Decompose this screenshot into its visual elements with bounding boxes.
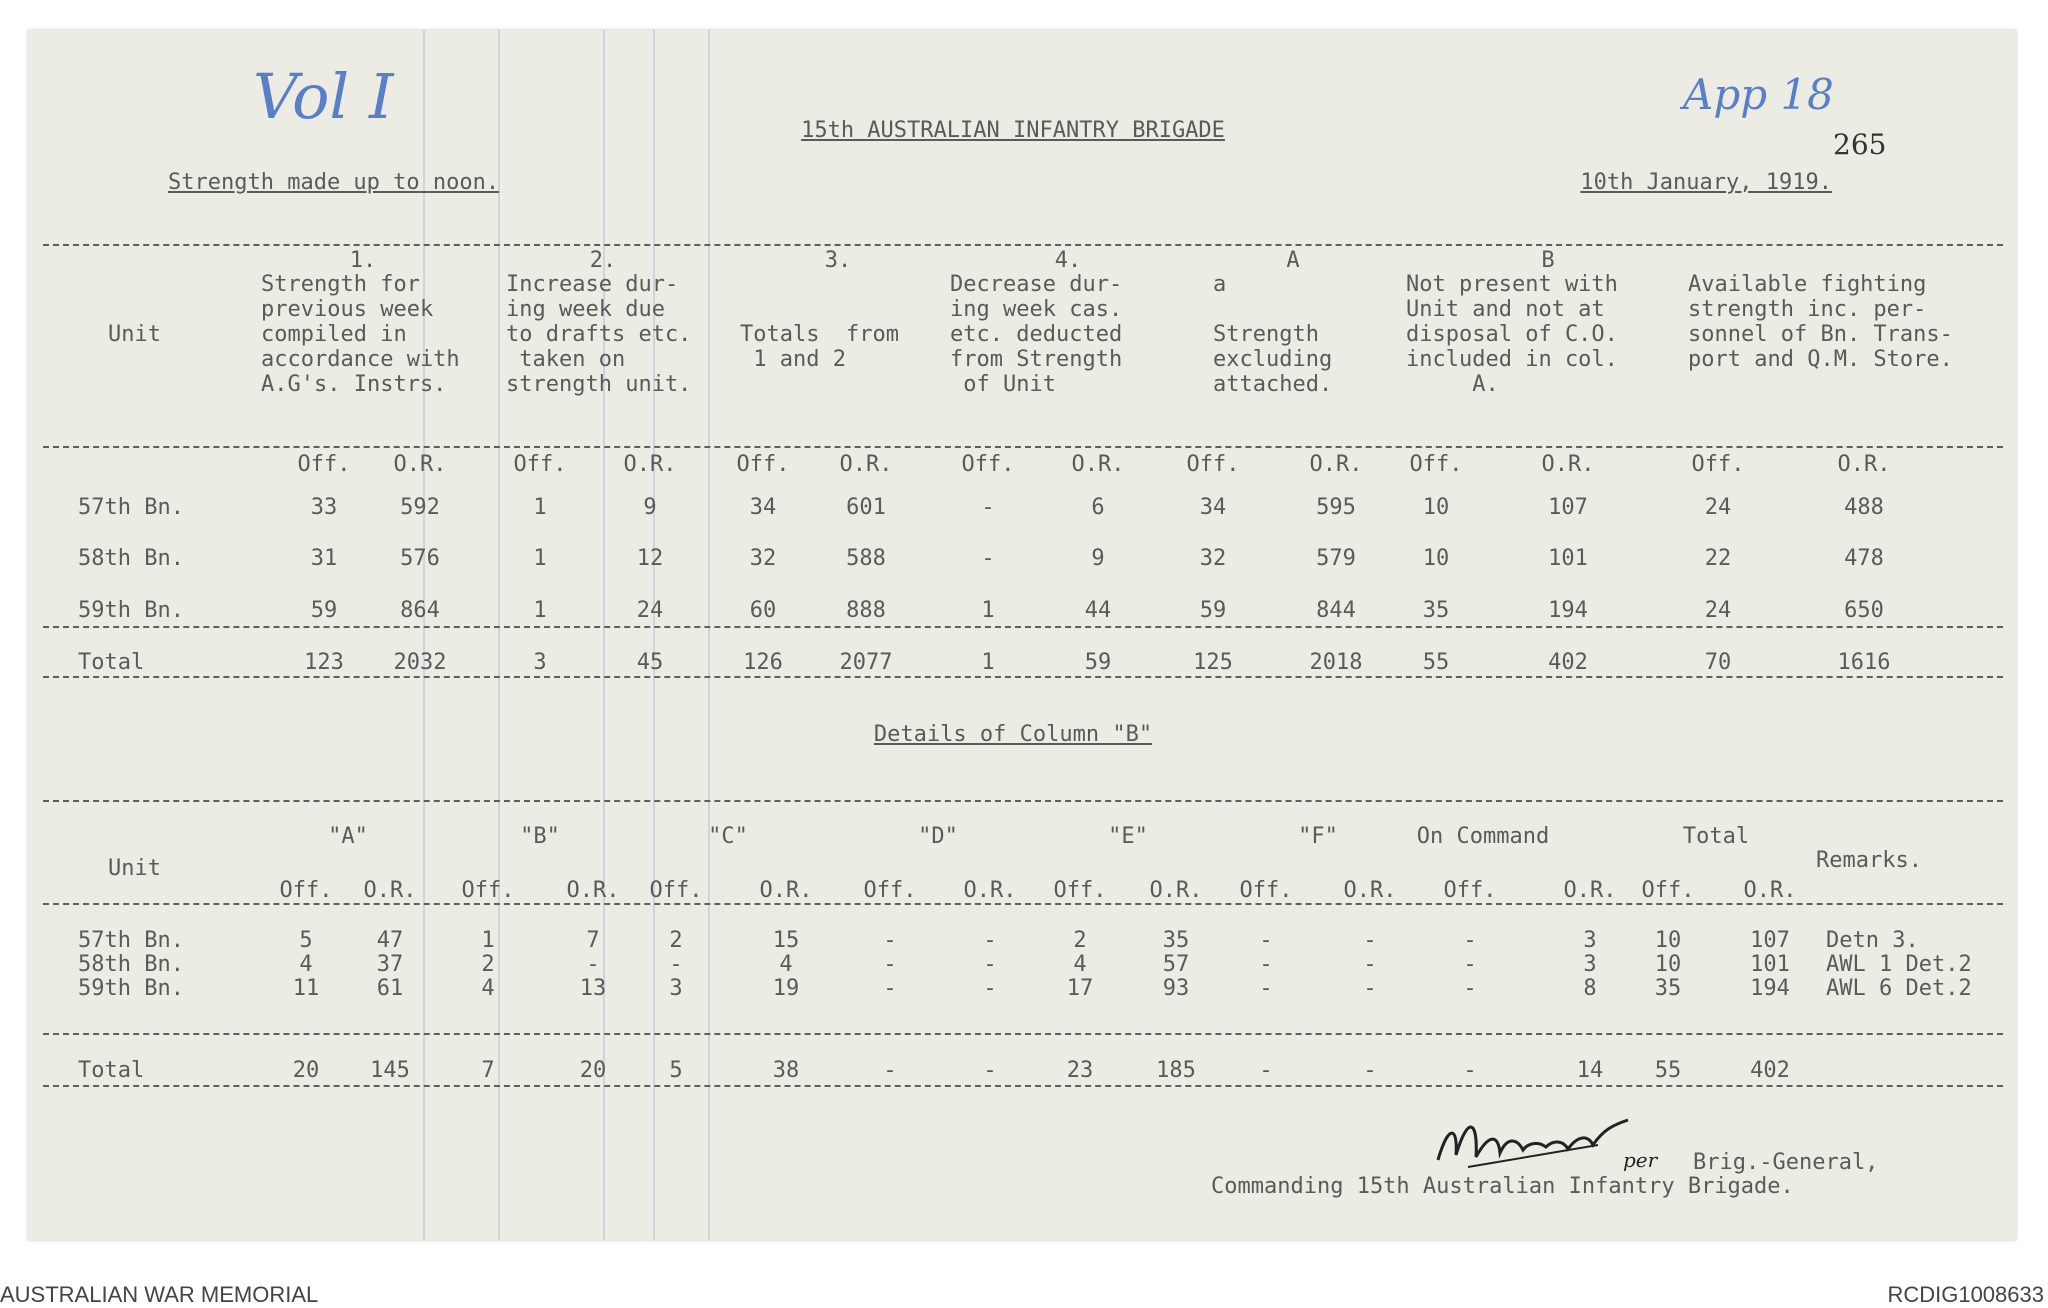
table-cell: 595 <box>1316 495 1356 520</box>
table-cell: - <box>883 976 897 1001</box>
or-label: O.R. <box>393 452 447 477</box>
total-cell: - <box>983 1058 997 1083</box>
off-label: Off. <box>1443 878 1497 903</box>
row-unit-label: 59th Bn. <box>78 598 184 623</box>
table-cell: 588 <box>846 546 886 571</box>
total-cell: 1616 <box>1837 650 1891 675</box>
table-cell: 3 <box>1583 952 1597 977</box>
signature-per: per <box>1623 1148 1658 1172</box>
total-cell: 123 <box>304 650 344 675</box>
total-cell: 402 <box>1548 650 1588 675</box>
rule <box>43 1085 2003 1087</box>
row-unit-label: 58th Bn. <box>78 546 184 571</box>
or-label: O.R. <box>1541 452 1595 477</box>
table-cell: 44 <box>1084 598 1112 623</box>
group-header: "C" <box>708 824 748 849</box>
table-cell: 4 <box>1073 952 1087 977</box>
bleed-line <box>708 30 710 1240</box>
off-label: Off. <box>461 878 515 903</box>
handwritten-signature <box>1428 1105 1648 1185</box>
table-cell: - <box>983 928 997 953</box>
total-cell: 7 <box>481 1058 495 1083</box>
table-cell: - <box>1363 928 1377 953</box>
footer-right: RCDIG1008633 <box>1887 1282 2044 1307</box>
table-cell: 32 <box>1199 546 1227 571</box>
off-label: Off. <box>279 878 333 903</box>
or-label: O.R. <box>1743 878 1797 903</box>
group-header: "A" <box>328 824 368 849</box>
table-cell: 32 <box>749 546 777 571</box>
table-cell: 6 <box>1091 495 1105 520</box>
colB-header: Not present with Unit and not at disposal of C.O. included in col. A. <box>1406 272 1618 397</box>
table-cell: 10 <box>1422 546 1450 571</box>
table-cell: 3 <box>669 976 683 1001</box>
total-cell: 2018 <box>1309 650 1363 675</box>
table-cell: 33 <box>310 495 338 520</box>
total-label: Total <box>78 650 145 675</box>
colB-number: B <box>1541 248 1555 273</box>
table-cell: 24 <box>1704 495 1732 520</box>
table-cell: - <box>1259 976 1273 1001</box>
total-cell: 126 <box>743 650 783 675</box>
table-cell: 1 <box>533 546 547 571</box>
table-cell: 10 <box>1422 495 1450 520</box>
colA-number: A <box>1286 248 1300 273</box>
unit-header-2: Unit <box>108 856 161 881</box>
bleed-line <box>423 30 425 1240</box>
table-cell: 101 <box>1548 546 1588 571</box>
table-cell: 57 <box>1162 952 1190 977</box>
table-cell: 24 <box>636 598 664 623</box>
table-cell: - <box>1363 952 1377 977</box>
table-cell: 3 <box>1583 928 1597 953</box>
col2-header: Increase dur- ing week due to drafts etc. taken on strength unit. <box>506 272 692 397</box>
table-cell: - <box>981 546 995 571</box>
table-cell: 19 <box>772 976 800 1001</box>
or-label: O.R. <box>623 452 677 477</box>
or-label: O.R. <box>1837 452 1891 477</box>
table-cell: 4 <box>779 952 793 977</box>
table-cell: 844 <box>1316 598 1356 623</box>
or-label: O.R. <box>1343 878 1397 903</box>
table-cell: - <box>1363 976 1377 1001</box>
col3-number: 3. <box>824 248 852 273</box>
table-cell: - <box>669 952 683 977</box>
remarks-header: Remarks. <box>1816 848 1922 873</box>
table-cell: 34 <box>1199 495 1227 520</box>
table-cell: - <box>983 952 997 977</box>
table-cell: 35 <box>1162 928 1190 953</box>
rule <box>43 800 2003 802</box>
off-label: Off. <box>961 452 1015 477</box>
total-cell: 2032 <box>393 650 447 675</box>
table-cell: 12 <box>636 546 664 571</box>
table-cell: 17 <box>1066 976 1094 1001</box>
table-cell: 1 <box>481 928 495 953</box>
table-cell: 488 <box>1844 495 1884 520</box>
strength-note: Strength made up to noon. <box>168 170 500 195</box>
group-header: "B" <box>520 824 560 849</box>
colA-header: a Strength excluding attached. <box>1213 272 1333 397</box>
table-cell: 9 <box>643 495 657 520</box>
table-cell: - <box>586 952 600 977</box>
total-cell: 59 <box>1084 650 1112 675</box>
table-cell: 4 <box>481 976 495 1001</box>
total-cell: 185 <box>1156 1058 1196 1083</box>
row-unit-label: 59th Bn. <box>78 976 184 1001</box>
group-header: "D" <box>918 824 958 849</box>
off-label: Off. <box>297 452 351 477</box>
col2-number: 2. <box>589 248 617 273</box>
details-title: Details of Column "B" <box>873 722 1153 747</box>
table-cell: 2 <box>1073 928 1087 953</box>
total-cell: 20 <box>579 1058 607 1083</box>
table-cell: 9 <box>1091 546 1105 571</box>
off-label: Off. <box>1691 452 1745 477</box>
or-label: O.R. <box>1071 452 1125 477</box>
or-label: O.R. <box>1309 452 1363 477</box>
total-cell: - <box>1463 1058 1477 1083</box>
table-cell: 7 <box>586 928 600 953</box>
off-label: Off. <box>1641 878 1695 903</box>
col4-number: 4. <box>1054 248 1082 273</box>
table-cell: - <box>983 976 997 1001</box>
total-cell: 125 <box>1193 650 1233 675</box>
rule <box>43 446 2003 448</box>
off-label: Off. <box>736 452 790 477</box>
off-label: Off. <box>1186 452 1240 477</box>
total-cell: 402 <box>1750 1058 1790 1083</box>
unit-header: Unit <box>108 322 161 347</box>
total-cell: 20 <box>292 1058 320 1083</box>
off-label: Off. <box>1053 878 1107 903</box>
rule <box>43 626 2003 628</box>
table-cell: 13 <box>579 976 607 1001</box>
bleed-line <box>653 30 655 1240</box>
table-cell: 478 <box>1844 546 1884 571</box>
table-cell: 31 <box>310 546 338 571</box>
row-remark: AWL 1 Det.2 <box>1826 952 1972 977</box>
total-cell: 45 <box>636 650 664 675</box>
col1-number: 1. <box>349 248 377 273</box>
off-label: Off. <box>513 452 567 477</box>
table-cell: 1 <box>533 598 547 623</box>
col4-header: Decrease dur- ing week cas. etc. deducted from Strength of Unit <box>950 272 1123 397</box>
group-header: Total <box>1682 824 1750 849</box>
row-unit-label: 57th Bn. <box>78 928 184 953</box>
table-cell: 650 <box>1844 598 1884 623</box>
bleed-line <box>498 30 500 1240</box>
table-cell: 35 <box>1422 598 1450 623</box>
off-label: Off. <box>863 878 917 903</box>
rule <box>43 244 2003 246</box>
table-cell: 1 <box>981 598 995 623</box>
table-cell: - <box>1463 928 1477 953</box>
document-title: 15th AUSTRALIAN INFANTRY BRIGADE <box>801 118 1225 143</box>
table-cell: 107 <box>1548 495 1588 520</box>
table-cell: 15 <box>772 928 800 953</box>
table-cell: - <box>883 952 897 977</box>
table-cell: - <box>981 495 995 520</box>
document-page <box>28 30 2016 1240</box>
total-cell: - <box>883 1058 897 1083</box>
table-cell: 864 <box>400 598 440 623</box>
table-cell: 34 <box>749 495 777 520</box>
total-cell: 3 <box>533 650 547 675</box>
table-cell: 101 <box>1750 952 1790 977</box>
table-cell: 60 <box>749 598 777 623</box>
table-cell: - <box>883 928 897 953</box>
total-cell: 70 <box>1704 650 1732 675</box>
total-label: Total <box>78 1058 145 1083</box>
table-cell: 47 <box>376 928 404 953</box>
group-header: "F" <box>1298 824 1338 849</box>
or-label: O.R. <box>1149 878 1203 903</box>
table-cell: 37 <box>376 952 404 977</box>
table-cell: 576 <box>400 546 440 571</box>
table-cell: - <box>1259 952 1273 977</box>
total-cell: 1 <box>981 650 995 675</box>
table-cell: 24 <box>1704 598 1732 623</box>
row-remark: AWL 6 Det.2 <box>1826 976 1972 1001</box>
or-label: O.R. <box>363 878 417 903</box>
table-cell: 59 <box>1199 598 1227 623</box>
total-cell: 38 <box>772 1058 800 1083</box>
table-cell: - <box>1463 976 1477 1001</box>
or-label: O.R. <box>759 878 813 903</box>
or-label: O.R. <box>963 878 1017 903</box>
table-cell: 579 <box>1316 546 1356 571</box>
or-label: O.R. <box>839 452 893 477</box>
table-cell: 194 <box>1750 976 1790 1001</box>
or-label: O.R. <box>566 878 620 903</box>
table-cell: 107 <box>1750 928 1790 953</box>
signature-rank: Brig.-General, <box>1693 1150 1879 1175</box>
table-cell: 592 <box>400 495 440 520</box>
volume-annotation: Vol I <box>253 60 394 133</box>
rule <box>43 1033 2003 1035</box>
or-label: O.R. <box>1563 878 1617 903</box>
total-cell: 14 <box>1576 1058 1604 1083</box>
total-cell: 145 <box>370 1058 410 1083</box>
off-label: Off. <box>1239 878 1293 903</box>
row-unit-label: 57th Bn. <box>78 495 184 520</box>
row-remark: Detn 3. <box>1826 928 1919 953</box>
colC-header: Available fighting strength inc. per- sonnel of Bn. Trans- port and Q.M. Store. <box>1688 272 1953 372</box>
table-cell: 5 <box>299 928 313 953</box>
table-cell: 194 <box>1548 598 1588 623</box>
rule <box>43 903 2003 905</box>
table-cell: 35 <box>1654 976 1682 1001</box>
table-cell: 2 <box>481 952 495 977</box>
off-label: Off. <box>1409 452 1463 477</box>
table-cell: 601 <box>846 495 886 520</box>
col1-header: Strength for previous week compiled in accordance with A.G's. Instrs. <box>261 272 460 397</box>
total-cell: 2077 <box>839 650 893 675</box>
appendix-annotation: App 18 <box>1683 70 1834 119</box>
table-cell: - <box>1463 952 1477 977</box>
document-date: 10th January, 1919. <box>1580 170 1832 195</box>
table-cell: 93 <box>1162 976 1190 1001</box>
table-cell: 10 <box>1654 928 1682 953</box>
total-cell: - <box>1363 1058 1377 1083</box>
total-cell: 5 <box>669 1058 683 1083</box>
row-unit-label: 58th Bn. <box>78 952 184 977</box>
group-header: On Command <box>1416 824 1550 849</box>
table-cell: 59 <box>310 598 338 623</box>
folio-number: 265 <box>1833 128 1887 161</box>
table-cell: 22 <box>1704 546 1732 571</box>
table-cell: 8 <box>1583 976 1597 1001</box>
footer-left: AUSTRALIAN WAR MEMORIAL <box>0 1282 319 1307</box>
table-cell: 888 <box>846 598 886 623</box>
table-cell: 61 <box>376 976 404 1001</box>
total-cell: 55 <box>1654 1058 1682 1083</box>
table-cell: 2 <box>669 928 683 953</box>
off-label: Off. <box>649 878 703 903</box>
group-header: "E" <box>1108 824 1148 849</box>
signature-command: Commanding 15th Australian Infantry Brigade. <box>1211 1174 1794 1199</box>
table-cell: 4 <box>299 952 313 977</box>
col3-header: Totals from 1 and 2 <box>740 322 899 372</box>
total-cell: 23 <box>1066 1058 1094 1083</box>
table-cell: 10 <box>1654 952 1682 977</box>
rule <box>43 676 2003 678</box>
total-cell: - <box>1259 1058 1273 1083</box>
total-cell: 55 <box>1422 650 1450 675</box>
table-cell: 11 <box>292 976 320 1001</box>
table-cell: - <box>1259 928 1273 953</box>
table-cell: 1 <box>533 495 547 520</box>
